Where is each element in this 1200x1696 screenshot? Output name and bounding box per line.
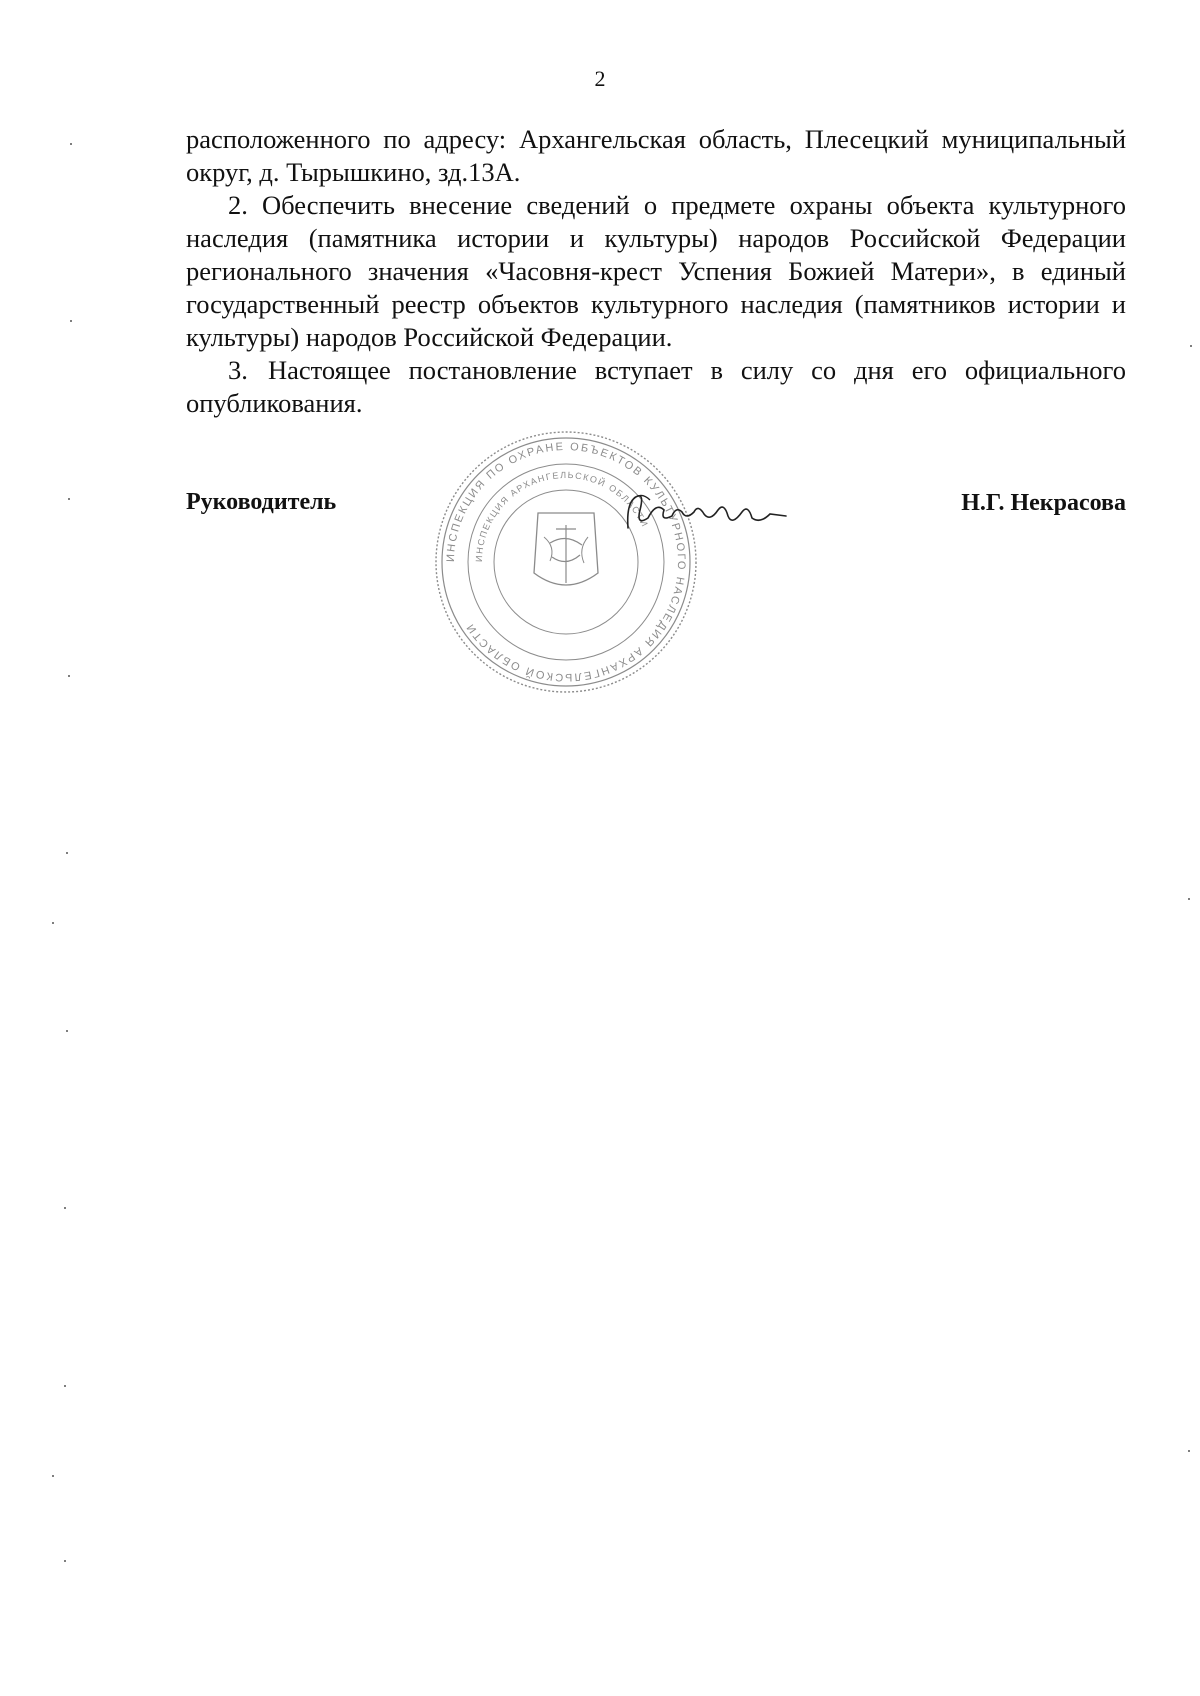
- scan-speck: [64, 1207, 66, 1209]
- scan-speck: [70, 320, 72, 322]
- scan-speck: [64, 1560, 66, 1562]
- official-seal: [432, 425, 700, 700]
- paragraph-3-number: 3.: [228, 355, 248, 385]
- scan-speck: [1190, 345, 1192, 347]
- scan-speck: [66, 852, 68, 854]
- seal-outer-text: ИНСПЕКЦИЯ ПО ОХРАНЕ ОБЪЕКТОВ КУЛЬТУРНОГО НАСЛЕДИЯ АРХАНГЕЛЬСКОЙ ОБЛАСТИ: [444, 440, 688, 684]
- scan-speck: [64, 1385, 66, 1387]
- scan-speck: [68, 675, 70, 677]
- handwritten-signature: [620, 488, 790, 538]
- seal-inner-text: ИНСПЕКЦИЯ АРХАНГЕЛЬСКОЙ ОБЛАСТИ: [473, 469, 651, 563]
- document-body: [186, 123, 1126, 420]
- scan-speck: [68, 498, 70, 500]
- signature-title: Руководитель: [186, 489, 337, 515]
- scan-speck: [70, 143, 72, 145]
- paragraph-1: расположенного по адресу: Архангельская область, Плесецкий муниципальный округ, д. Тырышкино, зд.13А.: [186, 124, 1126, 187]
- page-number: 2: [594, 66, 606, 91]
- paragraph-3-text: Настоящее постановление вступает в силу со дня его официального опубликования.: [186, 355, 1126, 418]
- signer-name: Н.Г. Некрасова: [961, 490, 1126, 516]
- paragraph-3: [186, 354, 1126, 420]
- paragraph-2: 2. Обеспечить внесение сведений о предмете охраны объекта культурного наследия (памятника истории и культуры) народов Российской Федерации регионального значения «Часовня-крест Успения Божией Матери», в единый государственный реестр объектов культурного наследия (памятников истории и культуры) народов Российской Федерации.: [186, 190, 1126, 352]
- scan-speck: [1188, 898, 1190, 900]
- scan-speck: [52, 922, 54, 924]
- scan-speck: [66, 1030, 68, 1032]
- scan-speck: [1188, 1450, 1190, 1452]
- scan-speck: [52, 1475, 54, 1477]
